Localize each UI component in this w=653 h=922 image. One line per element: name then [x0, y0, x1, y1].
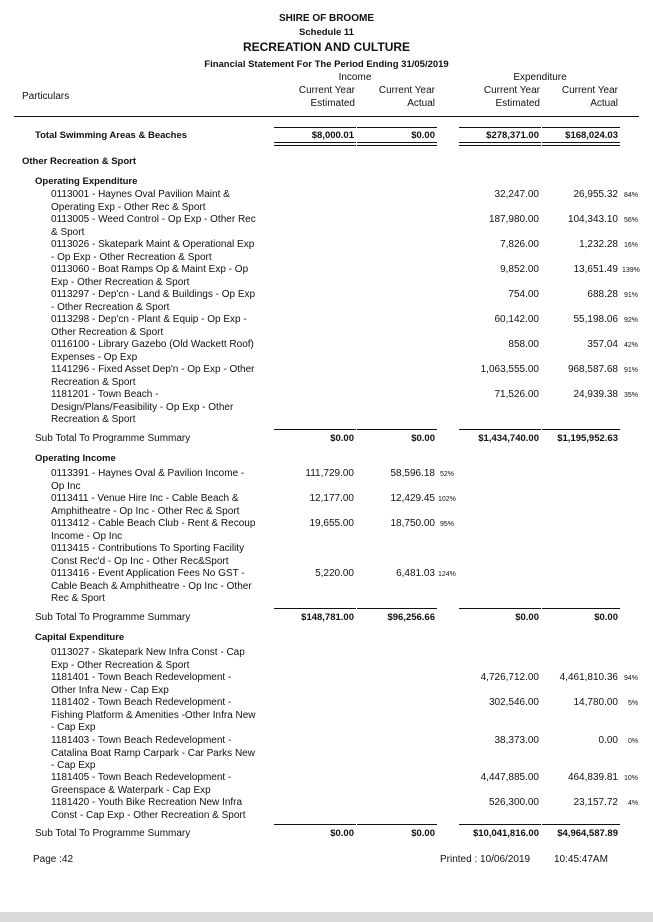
- double-rule: [459, 142, 541, 146]
- exp-est-value: 38,373.00: [494, 735, 539, 746]
- rule: [274, 429, 356, 430]
- percent-value: 10%: [624, 775, 639, 782]
- percent-value: 91%: [624, 292, 639, 299]
- subtotal-exp-est: $0.00: [515, 612, 539, 623]
- rule: [274, 127, 356, 128]
- percent-value: 102%: [438, 496, 456, 503]
- printed-date: Printed : 10/06/2019: [440, 854, 531, 865]
- inc-act-head-2: Actual: [407, 98, 435, 109]
- exp-act-value: 464,839.81: [567, 772, 618, 783]
- row-description: 0113415 - Contributions To Sporting Facility Const Rec'd - Op Inc - Other Rec&Sport: [51, 543, 245, 567]
- percent-value: 4%: [628, 800, 639, 807]
- row-description: 0113411 - Venue Hire Inc - Cable Beach & Amphitheatre - Op Inc - Other Rec & Sport: [51, 493, 240, 517]
- percent-value: 124%: [438, 571, 456, 578]
- exp-est-value: 858.00: [508, 339, 539, 350]
- total-swimming-inc-act: $0.00: [411, 130, 435, 141]
- subtotal-exp-act: $4,964,587.89: [557, 828, 618, 839]
- percent-value: 139%: [622, 267, 640, 274]
- exp-est-head-2: Estimated: [495, 98, 540, 109]
- op-inc-title: Operating Income: [35, 453, 116, 464]
- exp-est-value: 1,063,555.00: [480, 364, 539, 375]
- schedule-label: Schedule 11: [299, 27, 354, 38]
- expenditure-heading: Expenditure: [513, 72, 567, 83]
- rule: [459, 127, 541, 128]
- subtotal-inc-est: $0.00: [330, 828, 354, 839]
- inc-est-value: 19,655.00: [309, 518, 354, 529]
- rule: [542, 608, 620, 609]
- row-description: 0113026 - Skatepark Maint & Operational Exp - Op Exp - Other Recreation & Sport: [51, 239, 255, 263]
- rule: [274, 608, 356, 609]
- rule: [542, 127, 620, 128]
- percent-value: 91%: [624, 367, 639, 374]
- cap-exp-title: Capital Expenditure: [35, 632, 125, 643]
- exp-act-value: 55,198.06: [573, 314, 618, 325]
- total-swimming-exp-est: $278,371.00: [486, 130, 539, 141]
- subtotal-inc-est: $0.00: [330, 433, 354, 444]
- row-description: 1141296 - Fixed Asset Dep'n - Op Exp - Other Recreation & Sport: [51, 364, 255, 388]
- rule: [542, 824, 620, 825]
- exp-est-value: 4,726,712.00: [480, 672, 539, 683]
- inc-est-head-2: Estimated: [310, 98, 355, 109]
- subtotal-exp-act: $0.00: [594, 612, 618, 623]
- percent-value: 35%: [624, 392, 639, 399]
- percent-value: 56%: [624, 217, 639, 224]
- exp-act-value: 24,939.38: [573, 389, 618, 400]
- subtotal-inc-act: $0.00: [411, 828, 435, 839]
- exp-est-value: 302,546.00: [488, 697, 539, 708]
- page-bottom-strip: [0, 912, 653, 922]
- percent-value: 52%: [440, 471, 455, 478]
- row-description: 0113298 - Dep'cn - Plant & Equip - Op Exp - Other Recreation & Sport: [51, 314, 247, 338]
- rule: [542, 429, 620, 430]
- exp-act-value: 104,343.10: [567, 214, 618, 225]
- percent-value: 84%: [624, 192, 639, 199]
- exp-est-value: 526,300.00: [488, 797, 539, 808]
- exp-act-value: 26,955.32: [573, 189, 618, 200]
- row-description: 1181405 - Town Beach Redevelopment - Greenspace & Waterpark - Cap Exp: [51, 772, 232, 796]
- row-description: 1181403 - Town Beach Redevelopment - Catalina Boat Ramp Carpark - Car Parks New - Cap Exp: [51, 735, 255, 771]
- inc-act-value: 6,481.03: [396, 568, 435, 579]
- inc-act-value: 12,429.45: [390, 493, 435, 504]
- inc-act-value: 58,596.18: [390, 468, 435, 479]
- percent-value: 94%: [624, 675, 639, 682]
- row-description: 0113297 - Dep'cn - Land & Buildings - Op Exp - Other Recreation & Sport: [51, 289, 256, 313]
- exp-est-value: 32,247.00: [494, 189, 539, 200]
- double-rule: [542, 142, 620, 146]
- row-description: 1181420 - Youth Bike Recreation New Infra Const - Cap Exp - Other Recreation & Sport: [51, 797, 246, 821]
- exp-act-value: 13,651.49: [573, 264, 618, 275]
- subtotal-exp-est: $1,434,740.00: [478, 433, 539, 444]
- row-description: 0113005 - Weed Control - Op Exp - Other Rec & Sport: [51, 214, 256, 238]
- exp-est-value: 60,142.00: [494, 314, 539, 325]
- subtotal-inc-act: $96,256.66: [387, 612, 435, 623]
- header-divider: [14, 116, 639, 117]
- row-description: 1181401 - Town Beach Redevelopment -Other Infra New - Cap Exp: [51, 672, 232, 696]
- row-description: 0113391 - Haynes Oval & Pavilion Income - Op Inc: [51, 468, 245, 492]
- exp-est-value: 754.00: [508, 289, 539, 300]
- org-name: SHIRE OF BROOME: [278, 13, 374, 24]
- row-description: 0113001 - Haynes Oval Pavilion Maint & Operating Exp - Other Rec & Sport: [51, 189, 230, 213]
- inc-act-head-1: Current Year: [378, 85, 435, 96]
- percent-value: 92%: [624, 317, 639, 324]
- particulars-heading: Particulars: [22, 91, 70, 102]
- subtotal-inc-est: $148,781.00: [301, 612, 354, 623]
- percent-value: 16%: [624, 242, 639, 249]
- report-title: RECREATION AND CULTURE: [242, 40, 411, 54]
- rule: [459, 429, 541, 430]
- exp-act-value: 0.00: [598, 735, 618, 746]
- inc-est-head-1: Current Year: [298, 85, 355, 96]
- total-swimming-exp-act: $168,024.03: [565, 130, 618, 141]
- row-description: 0113060 - Boat Ramps Op & Maint Exp - Op Exp - Other Recreation & Sport: [51, 264, 249, 288]
- subtotal-inc-act: $0.00: [411, 433, 435, 444]
- row-description: 0113416 - Event Application Fees No GST - Cable Beach & Amphitheatre - Op Inc - Other Rec & Sport: [51, 568, 252, 604]
- row-description: 0113412 - Cable Beach Club - Rent & Recoup Income - Op Inc: [51, 518, 256, 542]
- exp-est-value: 187,980.00: [488, 214, 539, 225]
- rule: [357, 127, 437, 128]
- exp-act-value: 14,780.00: [573, 697, 618, 708]
- row-description: 0116100 - Library Gazebo (Old Wackett Roof) Expenses - Op Exp: [51, 339, 254, 363]
- exp-act-value: 23,157.72: [573, 797, 618, 808]
- exp-act-value: 968,587.68: [567, 364, 618, 375]
- subtotal-exp-act: $1,195,952.63: [557, 433, 618, 444]
- exp-est-value: 71,526.00: [494, 389, 539, 400]
- rule: [274, 824, 356, 825]
- percent-value: 0%: [628, 738, 639, 745]
- exp-act-head-1: Current Year: [561, 85, 618, 96]
- subtotal-label: Sub Total To Programme Summary: [35, 433, 191, 444]
- rule: [357, 429, 437, 430]
- total-swimming-label: Total Swimming Areas & Beaches: [35, 130, 188, 141]
- rule: [357, 824, 437, 825]
- inc-est-value: 111,729.00: [305, 468, 354, 479]
- exp-act-head-2: Actual: [590, 98, 618, 109]
- percent-value: 42%: [624, 342, 639, 349]
- double-rule: [357, 142, 437, 146]
- rule: [459, 608, 541, 609]
- exp-act-value: 357.04: [587, 339, 618, 350]
- percent-value: 5%: [628, 700, 639, 707]
- row-description: 0113027 - Skatepark New Infra Const - Cap Exp - Other Recreation & Sport: [51, 647, 245, 671]
- total-swimming-inc-est: $8,000.01: [311, 130, 354, 141]
- exp-est-value: 4,447,885.00: [480, 772, 539, 783]
- row-description: 1181201 - Town Beach - Design/Plans/Feasibility - Op Exp - Other Recreation & Sport: [51, 389, 234, 425]
- exp-est-value: 9,852.00: [500, 264, 539, 275]
- percent-value: 95%: [440, 521, 455, 528]
- op-exp-title: Operating Expenditure: [35, 176, 138, 187]
- exp-act-value: 1,232.28: [579, 239, 618, 250]
- inc-act-value: 18,750.00: [390, 518, 435, 529]
- exp-est-value: 7,826.00: [500, 239, 539, 250]
- income-heading: Income: [338, 72, 372, 83]
- report-subtitle: Financial Statement For The Period Ending 31/05/2019: [204, 59, 449, 70]
- inc-est-value: 12,177.00: [309, 493, 354, 504]
- exp-act-value: 688.28: [587, 289, 618, 300]
- page-number: Page :42: [33, 854, 74, 865]
- rule: [357, 608, 437, 609]
- printed-time: 10:45:47AM: [554, 854, 608, 865]
- subtotal-label: Sub Total To Programme Summary: [35, 828, 191, 839]
- exp-act-value: 4,461,810.36: [559, 672, 618, 683]
- rule: [459, 824, 541, 825]
- double-rule: [274, 142, 356, 146]
- subtotal-label: Sub Total To Programme Summary: [35, 612, 191, 623]
- row-description: 1181402 - Town Beach Redevelopment - Fishing Platform & Amenities -Other Infra New - Cap Exp: [51, 697, 256, 733]
- exp-est-head-1: Current Year: [483, 85, 540, 96]
- subtotal-exp-est: $10,041,816.00: [472, 828, 539, 839]
- section-title: Other Recreation & Sport: [22, 156, 137, 167]
- inc-est-value: 5,220.00: [315, 568, 354, 579]
